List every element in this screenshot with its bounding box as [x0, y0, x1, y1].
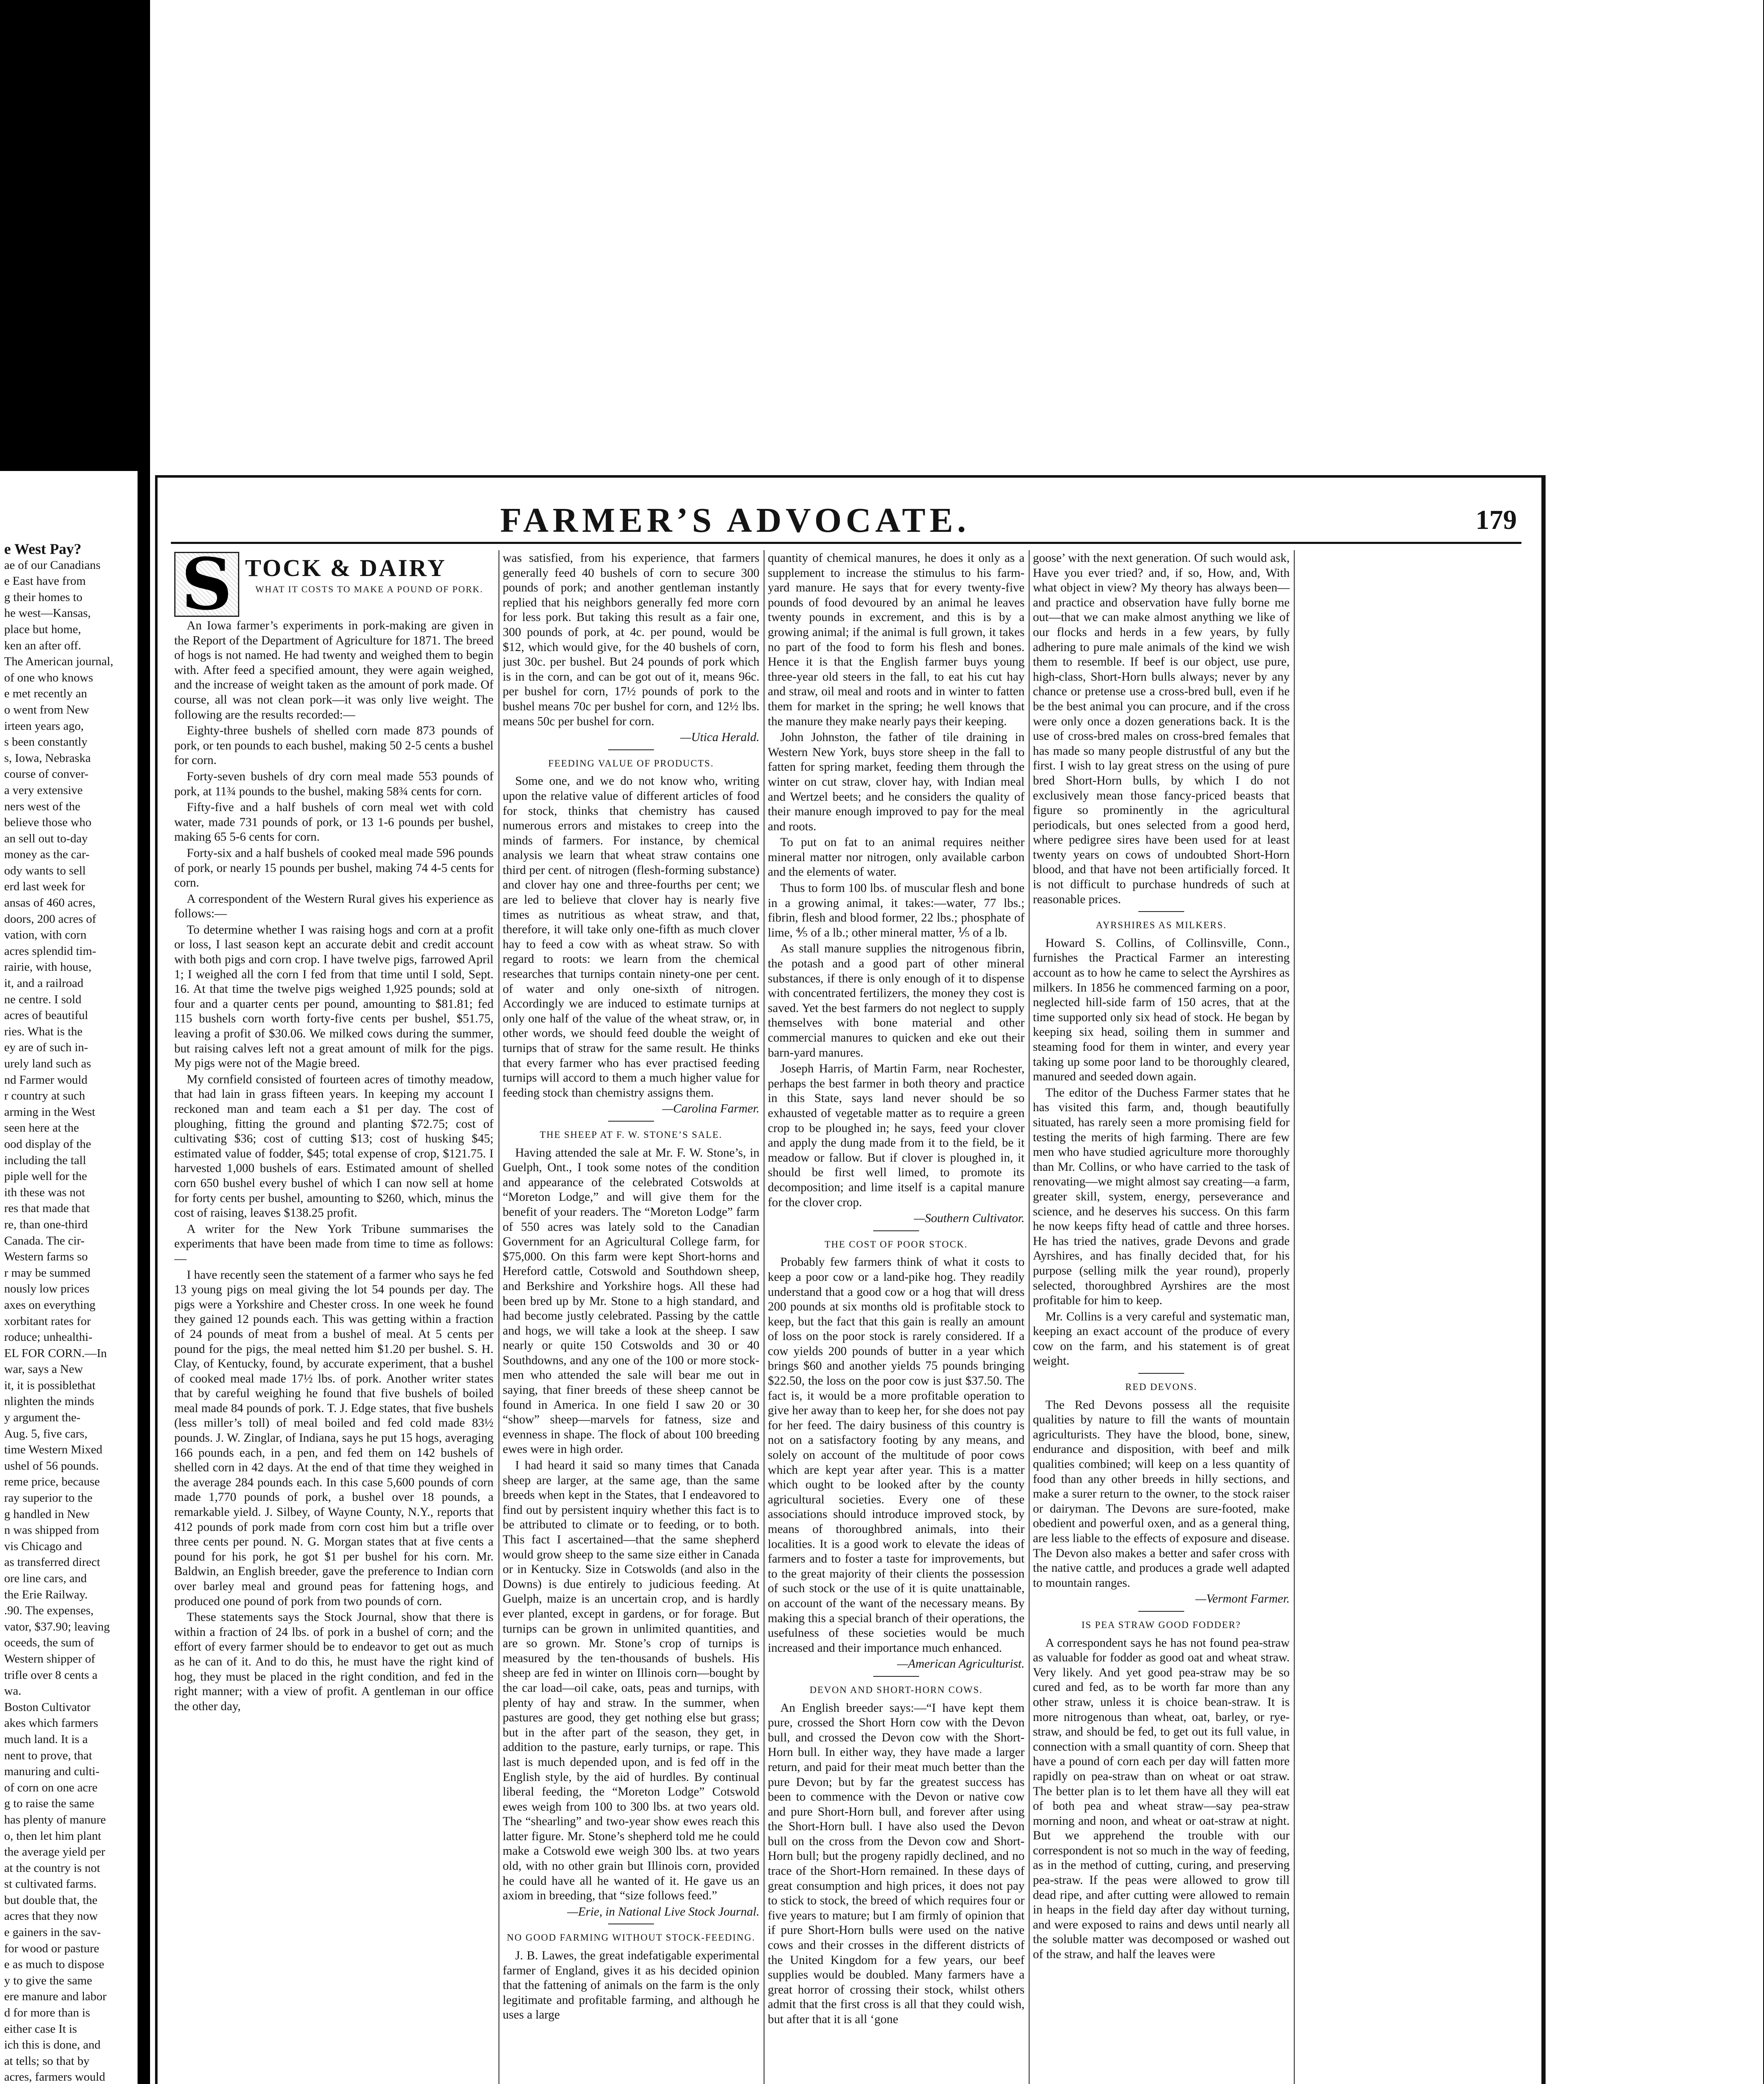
fragment-line: has plenty of manure: [4, 1813, 106, 1826]
fragment-line: seen here at the: [4, 1121, 79, 1135]
paragraph: A correspondent says he has not found pea-straw as valuable for fodder as good oat and wheat straw. Very likely. And yet good pea-straw may be so cured and fed, as to be worth far more than any other straw, unless it is choice bean-straw. It is more nitrogenous than wheat, oat, barley, or rye-straw, and should be fed, to get out its full value, in connection with a small quantity of corn. Sheep that have a pound of corn each per day will fatten more rapidly on pea-straw than on wheat or oat straw. The better plan is to let them have all they will eat of both pea and wheat straw—say pea-straw morning and noon, and wheat or oat-straw at night. But we apprehend the trouble with our correspondent is not so much in the way of feeding, as in the method of cutting, curing, and preserving pea-straw. If the peas were allowed to grow till dead ripe, and after cutting were allowed to remain in heaps in the field day after day without turning, and were exposed to rains and dews until nearly all the soluble matter was decomposed or washed out of the straw, and half the leaves were: [1033, 1636, 1290, 1961]
article-heading: FEEDING VALUE OF PRODUCTS.: [548, 758, 714, 769]
article-heading: DEVON AND SHORT-HORN COWS.: [809, 1684, 983, 1695]
paragraph: Probably few farmers think of what it costs to keep a poor cow or a land-pike hog. They readily understand that a good cow or a hog that will dress 200 pounds at six months old is profitable stock to keep, but the fact that this gain is really an amount of loss on the poor stock is rarely considered. If a cow yields 200 pounds of butter in a year which brings $60 and another yields 75 pounds bringing $22.50, the loss on the poor cow is just $37.50. The fact is, it would be a more profitable operation to give her away than to keep her, for she does not pay for her feed. The dairy business of this country is not on a satisfactory footing by any means, and solely on account of the multitude of poor cows which are kept year after year. This is a matter which ought to be looked after by the county agricultural societies. Every one of these associations should introduce improved stock, by means of thoroughbred animals, into their localities. It is a good work to elevate the ideas of farmers and to foster a taste for improvements, but to the great majority of their clients the possession of such stock or the use of it is quite unattainable, on account of the want of the necessary means. By making this a special branch of their operations, the usefulness of these societies would be much increased and their importance much enhanced.: [768, 1255, 1025, 1655]
source-attribution: —Southern Cultivator.: [914, 1212, 1025, 1225]
paragraph: I had heard it said so many times that Canada sheep are larger, at the same age, than the same breeds when kept in the States, that I endeavored to find out by persistent inquiry whether this fact is to be attributed to climate or to feeding, or to both. This fact I ascertained—that the same shepherd would grow sheep to the same size either in Canada or in Kentucky. Size in Cotswolds (and also in the Downs) is due entirely to judicious feeding. At Guelph, maize is an uncertain crop, and is hardly ever planted, except in gardens, or for forage. But turnips can be grown in unlimited quantities, and are so grown. Mr. Stone’s crop of turnips is measured by the ten-thousands of bushels. His sheep are fed in winter on Illinois corn—bought by the car load—oil cake, oats, peas and turnips, with plenty of hay and straw. In the summer, when pastures are good, they get nothing else but grass; but in the after part of the season, they get, in addition to the pasture, early turnips, or rape. This last is much depended upon, and is fed off in the English style, by the aid of hurdles. By continual liberal feeding, the “Moreton Lodge” Cotswold ewes weigh from 100 to 300 lbs. at two years old. The “shearling” and two-year show ewes reach this latter figure. Mr. Stone’s shepherd told me he could make a Cotswold ewe weigh 300 lbs. at two years old, with no other grain but Illinois corn, provided he could have all he wanted of it. He gave us an axiom in breeding, that “size follows feed.”: [503, 1459, 759, 1903]
source-attribution: —Vermont Farmer.: [1195, 1592, 1290, 1606]
paragraph: An Iowa farmer’s experiments in pork-making are given in the Report of the Department of Agriculture for 1871. The breed of hogs is not named. He had twenty and weighed them to begin with. After feed a specified amount, they were again weighed, and the increase of weight taken as the amount of pork made. Of course, all was not clean pork—it was only live weight. The following are the results recorded:—: [174, 619, 494, 721]
column-1: [174, 551, 494, 2084]
column-4: [1033, 551, 1290, 2084]
fragment-line: rairie, with house,: [4, 960, 92, 974]
fragment-line: o, then let him plant: [4, 1829, 101, 1843]
article-heading: NO GOOD FARMING WITHOUT STOCK-FEEDING.: [506, 1932, 756, 1943]
fragment-line: nd Farmer would: [4, 1073, 88, 1087]
fragment-line: including the tall: [4, 1153, 86, 1167]
paragraph: Fifty-five and a half bushels of corn meal wet with cold water, made 731 pounds of pork, or 13 1-6 pounds per bushel, making 65 5-6 cents for corn.: [174, 801, 494, 844]
fragment-line: a very extensive: [4, 783, 83, 797]
fragment-line: ere manure and labor: [4, 1990, 107, 2004]
fragment-line: xorbitant rates for: [4, 1314, 91, 1328]
source-attribution: —Carolina Farmer.: [662, 1102, 759, 1116]
article-heading: RED DEVONS.: [1125, 1382, 1198, 1393]
fragment-line: ray superior to the: [4, 1491, 93, 1505]
paragraph: I have recently seen the statement of a farmer who says he fed 13 young pigs on meal giving the lot 54 pounds per day. The pigs were a Yorkshire and Chester cross. In one week he found they gained 12 pounds each. This was getting within a fraction of 24 pounds of meat from a bushel of meal. At 5 cents per pound for the pigs, the meal netted him $1.20 per bushel. S. H. Clay, of Kentucky, found, by accurate experiment, that a bushel of cooked meal made 17½ lbs. of pork. Another writer states that by careful weighing he found that five bushels of boiled meal made 84 pounds of pork. T. J. Edge states, that five bushels (less miller’s toll) of meal boiled and fed cold made 83½ pounds. J. W. Zinglar, of Indiana, says he put 15 hogs, averaging 166 pounds each, in a pen, and fed them on 142 bushels of shelled corn in 42 days. At the end of that time they weighed in the average 284 pounds each. In this case 5,600 pounds of corn made 1,770 pounds of pork, a bushel over 18 pounds, a remarkable yield. J. Silbey, of Wayne County, N.Y., reports that 412 pounds of pork made from corn cost him but a trifle over three cents per pound. N. G. Morgan states that at five cents a pound for his pork, he got $1 per bushel for his corn. Mr. Baldwin, an English breeder, gave the preference to Indian corn over barley meal and ground peas for fattening hogs, and produced one pound of pork from two pounds of corn.: [174, 1268, 494, 1608]
paragraph: Eighty-three bushels of shelled corn made 873 pounds of pork, or ten pounds to each bushel, making 50 2-5 cents a bushel for corn.: [174, 724, 494, 767]
fragment-line: much land. It is a: [4, 1732, 88, 1746]
fragment-line: of corn on one acre: [4, 1781, 98, 1794]
fragment-line: g to raise the same: [4, 1797, 94, 1811]
paragraph: was satisfied, from his experience, that farmers generally feed 40 bushels of corn to secure 300 pounds of pork; and another gentleman instantly replied that his neighbors generally fed more corn for less pork. But taking this result as a fair one, 300 pounds of pork, at 4c. per pound, would be $12, which would give, for the 40 bushels of corn, just 30c. per bushel. But 24 pounds of pork which is in the corn, and can be got out of it, means 96c. per bushel for corn, 17½ pounds of pork to the bushel means 70c per bushel for corn, and 12½ lbs. means 50c per bushel for corn.: [503, 551, 759, 728]
paragraph: Mr. Collins is a very careful and systematic man, keeping an exact account of the produce of every cow on the farm, and his statement is of great weight.: [1033, 1310, 1290, 1368]
fragment-line: Aug. 5, five cars,: [4, 1427, 88, 1440]
article-title: WHAT IT COSTS TO MAKE A POUND OF PORK.: [255, 584, 484, 594]
paragraph: Howard S. Collins, of Collinsville, Conn., furnishes the Practical Farmer an interesting account as to how he came to select the Ayrshires as milkers. In 1856 he commenced farming on a poor, neglected hill-side farm of 150 acres, that at the time supported only six head of stock. He began by keeping six head, soiling them in summer and steaming food for them in winter, and every year taking up some poor land to be thoroughly cleared, manured and seeded down again.: [1033, 936, 1290, 1084]
paragraph: Some one, and we do not know who, writing upon the relative value of different articles of food for stock, thinks that chemistry has caused numerous errors and mistakes to creep into the minds of farmers. For instance, by chemical analysis we learn that wheat straw contains one third per cent. of nitrogen (flesh-forming substance) and clover hay one and three-fourths per cent; we are led to believe that clover hay is nearly five times as nutritious as wheat straw, and that, therefore, it will take only one-fifth as much clover hay to feed a cow with as wheat straw. So with regard to roots: we learn from the chemical researches that turnips contain ninety-one per cent. of water and only one-sixth of nitrogen. Accordingly we are induced to estimate turnips at only one half of the value of the wheat straw, or, in other words, we should feed double the weight of turnips that of straw for the same result. He thinks that every farmer who has ever practised feeding turnips will accord to them a much higher value for feeding stock than chemistry assigns them.: [503, 774, 759, 1100]
fragment-line: r country at such: [4, 1089, 85, 1103]
fragment-line: time Western Mixed: [4, 1443, 103, 1457]
fragment-line: as transferred direct: [4, 1555, 100, 1569]
column-rule: [1294, 550, 1295, 2084]
article-heading: THE COST OF POOR STOCK.: [824, 1239, 968, 1250]
paragraph: My cornfield consisted of fourteen acres of timothy meadow, that had lain in grass fifteen years. In keeping my account I reckoned man and team each a $1 per day. The cost of ploughing, fitting the ground and planting $72.75; cost of cultivating $36; cost of cutting $13; cost of husking $45; estimated value of fodder, $45; total expense of crop, $121.75. I harvested 1,000 bushels of ears. Estimated amount of shelled corn 650 bushel every bushel of which I can now sell at home for forty cents per bushel, amounting to $260, which, minus the cost of raising, leaves $138.25 profit.: [174, 1072, 494, 1220]
fragment-line: roduce; unhealthi-: [4, 1330, 93, 1344]
paragraph: Joseph Harris, of Martin Farm, near Rochester, perhaps the best farmer in both theory and practice in this State, says land never should be so exhausted of vegetable matter as to require a green crop to be ploughed in; he says, feed your clover and apply the dung made from it to the field, be it meadow or fallow. But if clover is ploughed in, it should be first well limed, to promote its decomposition; and lime itself is a capital manure for the clover crop.: [768, 1062, 1025, 1209]
source-attribution: —Utica Herald.: [680, 731, 759, 744]
divider: [608, 1121, 654, 1122]
fragment-line: it, it is possiblethat: [4, 1378, 96, 1392]
fragment-line: e gainers in the sav-: [4, 1926, 101, 1939]
fragment-line: n was shipped from: [4, 1523, 99, 1537]
fragment-line: g handled in New: [4, 1507, 90, 1521]
fragment-line: at tells; so that by: [4, 2054, 90, 2068]
fragment-line: .90. The expenses,: [4, 1604, 94, 1618]
fragment-line: re, than one-third: [4, 1217, 88, 1231]
paragraph: Thus to form 100 lbs. of muscular flesh and bone in a growing animal, it takes:—water, 77 lbs.; fibrin, flesh and blood former, 22 lbs.; phosphate of lime, ⅘ of a lb.; other mineral matter, ⅕ of a lb.: [768, 882, 1025, 939]
fragment-line: at the country is not: [4, 1861, 100, 1875]
divider: [1138, 1373, 1184, 1374]
fragment-line: g their homes to: [4, 590, 83, 604]
fragment-line: ood display of the: [4, 1137, 91, 1151]
divider: [1138, 911, 1184, 912]
divider: [608, 749, 654, 750]
fragment-line: oceeds, the sum of: [4, 1636, 94, 1650]
column-2: [503, 551, 759, 2084]
fragment-line: he west—Kansas,: [4, 606, 91, 620]
fragment-line: s been constantly: [4, 735, 88, 749]
fragment-line: vis Chicago and: [4, 1539, 82, 1553]
fragment-line: manuring and culti-: [4, 1765, 100, 1778]
fragment-line: for wood or pasture: [4, 1941, 99, 1955]
fragment-line: ith these was not: [4, 1185, 85, 1199]
masthead: FARMER’S ADVOCATE.: [500, 501, 970, 540]
paragraph: An English breeder says:—“I have kept them pure, crossed the Short Horn cow with the Devon bull, and crossed the Devon cow with the Short-Horn bull. In either way, they have made a larger return, and paid for their meat much better than the pure Devon; but by far the greatest success has been to commence with the Devon or native cow and pure Short-Horn bull, and forever after using the Short-Horn bull. I have also used the Devon bull on the cross from the Devon cow and Short-Horn bull; but the progeny rapidly declined, and no trace of the Short-Horn remained. In these days of great consumption and high prices, it does not pay to stick to stock, the breed of which requires four or five years to mature; but I am firmly of opinion that if pure Short-Horn bulls were used on the native cows and their crosses in the different districts of the United Kingdom for a few years, our beef supplies would be doubled. Many farmers have a great horror of crossing their stock, whilst others admit that the first cross is all that they could wish, but after that it is all ‘gone: [768, 1701, 1025, 2026]
fragment-line: d for more than is: [4, 2006, 90, 2020]
fragment-line: e East have from: [4, 574, 86, 588]
fragment-line: ne centre. I sold: [4, 992, 82, 1006]
fragment-line: nent to prove, that: [4, 1748, 93, 1762]
page-number: 179: [1476, 505, 1517, 535]
column-rule: [1029, 550, 1030, 2084]
paragraph: The Red Devons possess all the requisite qualities by nature to fill the wants of mountain agriculturists. They have the blood, bone, sinew, endurance and disposition, with beef and milk qualities combined; will keep on a less quantity of food than any other breeds in hilly sections, and make a surer return to the owner, to the stock raiser or dairyman. The Devons are sure-footed, make obedient and powerful oxen, and as a general thing, are less liable to the effects of exposure and disease. The Devon also makes a better and safer cross with the native cattle, and produces a grade well adapted to mountain ranges.: [1033, 1398, 1290, 1590]
fragment-line: ansas of 460 acres,: [4, 896, 96, 910]
fragment-line: ody wants to sell: [4, 864, 86, 877]
paragraph: goose’ with the next generation. Of such would ask, Have you ever tried? and, if so, How, and, With what object in view? My theory has always been—and practice and observation have fully borne me out—that we can make almost anything we like of our flocks and herds in a few years, by fully adhering to pure male animals of the kind we wish them to resemble. If beef is our object, use pure, high-class, Short-Horn bulls always; never by any chance or pretense use a cross-bred bull, even if he be the best animal you can procure, and if the cross were only once a dozen generations back. It is the use of cross-bred males on cross-bred females that has made so many people distrustful of any but the first. I wish to lay great stress on the using of pure bred Short-Horn bulls, by which I do not exclusively mean those fancy-priced beasts that figure so prominently in the agricultural periodicals, but ones selected from a good herd, where pedigree sires have been used for at least twenty years on cows of undoubted Short-Horn blood, and that have not been artificially forced. It is not difficult to purchase hundreds of such at reasonable prices.: [1033, 551, 1290, 906]
fragment-line: axes on everything: [4, 1298, 96, 1312]
fragment-line: acres, farmers would: [4, 2070, 105, 2084]
fragment-line: urely land such as: [4, 1057, 91, 1070]
fragment-line: The American journal,: [4, 655, 113, 669]
fragment-line: believe those who: [4, 816, 92, 829]
fragment-line: e met recently an: [4, 687, 87, 701]
fragment-line: doors, 200 acres of: [4, 912, 96, 926]
drop-cap: S: [174, 552, 239, 617]
paragraph: Having attended the sale at Mr. F. W. Stone’s, in Guelph, Ont., I took some notes of the condition and appearance of the celebrated Cotswolds at “Moreton Lodge,” and will give them for the benefit of your readers. The “Moreton Lodge” farm of 550 acres was lately sold to the Canadian Government for an Agricultural College farm, for $75,000. On this farm were kept Short-horns and Hereford cattle, Cotswold and Southdown sheep, and Berkshire and Yorkshire hogs. All these had been bred up by Mr. Stone to a high standard, and had become justly celebrated. Passing by the cattle and hogs, we will take a look at the sheep. I saw nearly or quite 150 Cotswolds and 30 or 40 Southdowns, and any one of the 100 or more stock-men who attended the sale will bear me out in saying, that finer breeds of these sheep cannot be found in America. In one field I saw 20 or 30 “show” sheep—marvels for fatness, size and evenness in shape. The flock of about 100 breeding ewes were in high order.: [503, 1146, 759, 1456]
paragraph: A writer for the New York Tribune summarises the experiments that have been made from time to time as follows:—: [174, 1222, 494, 1265]
fragment-line: akes which farmers: [4, 1716, 98, 1730]
fragment-line: ries. What is the: [4, 1024, 83, 1038]
article-heading: AYRSHIRES AS MILKERS.: [1095, 920, 1227, 931]
fragment-line: Western farms so: [4, 1250, 88, 1264]
fragment-line: ich this is done, and: [4, 2038, 101, 2052]
fragment-line: ushel of 56 pounds.: [4, 1459, 99, 1473]
fragment-line: acres of beautiful: [4, 1009, 88, 1022]
paragraph: To put on fat to an animal requires neither mineral matter nor nitrogen, only available carbon and the elements of water.: [768, 836, 1025, 879]
paragraph: A correspondent of the Western Rural gives his experience as follows:—: [174, 892, 494, 921]
fragment-line: it, and a railroad: [4, 977, 84, 990]
paragraph: To determine whether I was raising hogs and corn at a profit or loss, I last season kept an accurate debit and credit account with both pigs and corn crop. I have twelve pigs, farrowed April 1; I weighed all the corn I fed from that time until I sold, Sept. 16. At that time the twelve pigs weighed 1,925 pounds; sold at four and a quarter cents per pound, amounting to $81.81; fed 115 bushels corn worth forty-five cents per bushel, $51.75, leaving a profit of $30.06. We milked cows during the summer, but raising calves left not a great amount of milk for the pigs. My pigs were not of the Magie breed.: [174, 923, 494, 1070]
paragraph: These statements says the Stock Journal, show that there is within a fraction of 24 lbs. of pork in a bushel of corn; and the effort of every farmer should be to endeavor to get out as much as he can of it. And to do this, he must have the right kind of hog, they must be placed in the right condition, and fed in the right manner; with a view of profit. A gentleman in our office the other day,: [174, 1611, 494, 1713]
fragment-line: erd last week for: [4, 880, 85, 894]
fragment-line: y to give the same: [4, 1974, 93, 1987]
article-heading: IS PEA STRAW GOOD FODDER?: [1081, 1619, 1241, 1630]
fragment-line: either case It is: [4, 2022, 77, 2036]
article-heading: THE SHEEP AT F. W. STONE’S SALE.: [539, 1129, 723, 1140]
fragment-line: nlighten the minds: [4, 1395, 94, 1408]
fragment-line: st cultivated farms.: [4, 1877, 97, 1891]
fragment-line: vation, with corn: [4, 928, 87, 942]
fragment-line: money as the car-: [4, 848, 90, 862]
fragment-line: Boston Cultivator: [4, 1700, 91, 1714]
fragment-line: an sell out to-day: [4, 832, 88, 845]
fragment-line: y argument the-: [4, 1411, 81, 1425]
fragment-line: acres that they now: [4, 1909, 98, 1923]
paragraph: John Johnston, the father of tile draining in Western New York, buys store sheep in the fall to fatten for spring market, feeding them through the winter on cut straw, clover hay, with Indian meal and Wertzel beets; and he considers the quality of their manure enough improved to pay for the meal and roots.: [768, 731, 1025, 833]
fragment-line: war, says a New: [4, 1363, 83, 1376]
source-attribution: —Erie, in National Live Stock Journal.: [567, 1905, 759, 1919]
fragment-line: o went from New: [4, 703, 89, 716]
paragraph: Forty-six and a half bushels of cooked meal made 596 pounds of pork, or nearly 15 pounds per bushel, making 74 4-5 cents for corn.: [174, 846, 494, 890]
paragraph: As stall manure supplies the nitrogenous fibrin, the potash and a good part of other mineral substances, if there is only enough of it to dispense with concentrated fertilizers, the money they cost is saved. Yet the best farmers do not neglect to supply themselves with bone material and other commercial manures to quicken and eke out their barn-yard manures.: [768, 942, 1025, 1060]
fragment-line: acres splendid tim-: [4, 944, 96, 958]
fragment-line: trifle over 8 cents a: [4, 1668, 98, 1682]
fragment-line: res that made that: [4, 1202, 90, 1215]
section-heading: [174, 551, 494, 626]
fragment-line: ken an after off.: [4, 639, 81, 652]
fragment-line: ners west of the: [4, 799, 80, 813]
fragment-line: the average yield per: [4, 1845, 105, 1859]
column-3: [768, 551, 1025, 2084]
fragment-line: irteen years ago,: [4, 719, 84, 733]
fragment-line: ey are of such in-: [4, 1041, 88, 1055]
fragment-line: piple well for the: [4, 1170, 87, 1183]
fragment-line: e West Pay?: [4, 542, 82, 557]
divider: [873, 1676, 919, 1677]
fragment-line: ae of our Canadians: [4, 558, 101, 572]
fragment-line: reme price, because: [4, 1475, 100, 1489]
fragment-line: the Erie Railway.: [4, 1588, 88, 1601]
section-title: TOCK & DAIRY: [245, 554, 447, 581]
fragment-line: Western shipper of: [4, 1652, 95, 1666]
fragment-line: place but home,: [4, 622, 81, 636]
fragment-line: wa.: [4, 1684, 22, 1698]
fragment-line: nously low prices: [4, 1282, 90, 1296]
divider: [873, 1230, 919, 1231]
fragment-line: EL FOR CORN.—In: [4, 1346, 107, 1360]
fragment-line: course of conver-: [4, 767, 89, 781]
paragraph: quantity of chemical manures, he does it only as a supplement to increase the stimulus to his farm-yard manure. He says that for every twenty-five pounds of food devoured by an animal he leaves twenty pounds in excrement, and this is by a growing animal; if the animal is full grown, it takes no part of the food to form his flesh and bones. Hence it is that the English farmer buys young three-year old steers in the fall, to eat his cut hay and straw, oil meal and roots and in winter to fatten them for market in the spring; he well knows that the manure they make nearly pays their keeping.: [768, 551, 1025, 728]
fragment-line: Canada. The cir-: [4, 1234, 85, 1247]
paragraph: Forty-seven bushels of dry corn meal made 553 pounds of pork, at 11¾ pounds to the bushel, making 58¾ cents for corn.: [174, 769, 494, 798]
source-attribution: —American Agriculturist.: [897, 1657, 1025, 1671]
masthead-rule: [171, 542, 1521, 544]
fragment-line: but double that, the: [4, 1893, 98, 1907]
fragment-line: ore line cars, and: [4, 1572, 87, 1585]
fragment-line: vator, $37.90; leaving: [4, 1620, 110, 1633]
paragraph: J. B. Lawes, the great indefatigable experimental farmer of England, gives it as his decided opinion that the fattening of animals on the farm is the only legitimate and profitable farming, and although he uses a large: [503, 1949, 759, 2022]
fragment-line: s, Iowa, Nebraska: [4, 751, 91, 765]
fragment-line: of one who knows: [4, 671, 93, 684]
divider: [1138, 1611, 1184, 1612]
fragment-line: arming in the West: [4, 1105, 95, 1119]
fragment-line: e as much to dispose: [4, 1958, 105, 1971]
facing-page-text: [4, 542, 131, 2084]
fragment-line: r may be summed: [4, 1266, 90, 1280]
paragraph: The editor of the Duchess Farmer states that he has visited this farm, and, though beautifully situated, has rarely seen a more promising field for testing the merits of high farming. There are few men who have studied agriculture more thoroughly than Mr. Collins, or who have carried to the task of renovating—we might almost say creating—a farm, greater skill, system, energy, perseverance and science, and he deserves his success. On this farm he now keeps fifty head of cattle and three horses. He has tried the natives, grade Devons and grade Ayrshires, and has finally decided that, for his purpose (selling milk the year round), properly selected, thoroughbred Ayrshires are the most profitable for him to keep.: [1033, 1086, 1290, 1308]
